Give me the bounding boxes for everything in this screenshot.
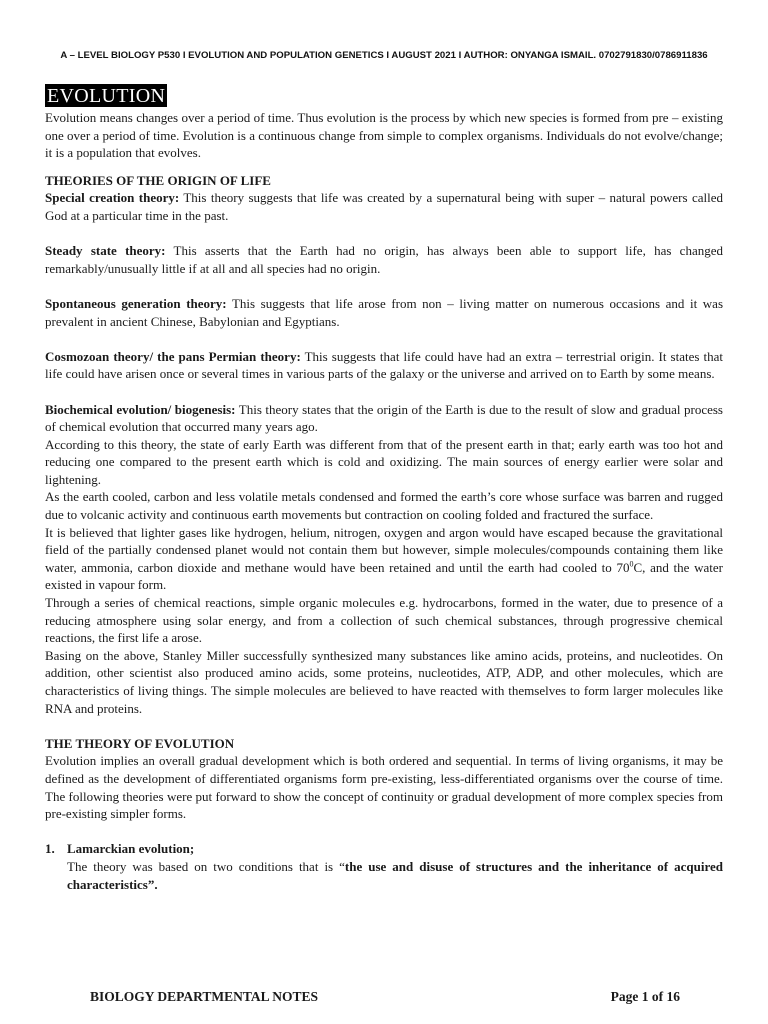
biochemical-p2: As the earth cooled, carbon and less volatile metals condensed and formed the earth’s core whose surface was barren and rugged due to volcanic activity and continuous earth movements but contraction on cooling folded and fractured the surface. bbox=[45, 489, 723, 523]
lamarck-list-item bbox=[45, 840, 723, 858]
biochemical-p5: Basing on the above, Stanley Miller successfully synthesized many substances like amino acids, proteins, and nucleotides. On addition, other scientist also produced amino acids, some proteins, nucleotides, ATP, ADP, and other molecules, which are characteristics of living things. The simple molecules are believed to have reacted with themselves to form larger molecules like RNA and proteins. bbox=[45, 647, 723, 716]
biochemical-p3-text-b: C, and the water existed in vapour form. bbox=[45, 559, 723, 593]
theory-of-evolution-heading: THE THEORY OF EVOLUTION bbox=[45, 735, 235, 751]
steady-state-paragraph bbox=[45, 242, 723, 277]
lamarck-text-a: The theory was based on two conditions that is “ bbox=[67, 858, 345, 874]
biochemical-p4: Through a series of chemical reactions, simple organic molecules e.g. hydrocarbons, formed in the water, due to presence of a reducing atmosphere using solar energy, and from a collection of such chemical substances, through progressive chemical reactions, the first life a arose. bbox=[45, 595, 723, 646]
cosmozoan-paragraph bbox=[45, 348, 723, 383]
steady-state-text: This asserts that the Earth had no origin, has always been able to support life, has changed remarkably/unusually little if at all and all species had no origin. bbox=[45, 243, 723, 276]
theories-heading: THEORIES OF THE ORIGIN OF LIFE bbox=[45, 172, 271, 188]
footer-department: BIOLOGY DEPARTMENTAL NOTES bbox=[90, 989, 319, 1004]
special-creation-paragraph bbox=[45, 189, 723, 224]
spontaneous-label: Spontaneous generation theory: bbox=[45, 295, 227, 311]
biochemical-p3-text-a: It is believed that lighter gases like hydrogen, helium, nitrogen, oxygen and argon would have escaped because the gravitational field of the partially condensed planet would not contain them but however, simple molecules/compounds containing them like water, ammonia, carbon dioxide and methane would have been retained and until the earth had cooled to 70 bbox=[45, 524, 723, 575]
biochemical-p3 bbox=[45, 524, 723, 594]
page-title: EVOLUTION bbox=[47, 85, 166, 107]
document-body bbox=[45, 84, 723, 893]
theory-of-evolution-paragraph: Evolution implies an overall gradual development which is both ordered and sequential. In terms of living organisms, it may be defined as the development of differentiated organisms form pre-existing, less-differentiated organisms over the course of time. The following theories were put forward to show the concept of continuity or gradual development of more complex species from pre-existing simpler forms. bbox=[45, 753, 723, 822]
page-header: A – LEVEL BIOLOGY P530 I EVOLUTION AND POPULATION GENETICS I AUGUST 2021 I AUTHOR: ONYANGA ISMAIL. 0702791830/0786911836 bbox=[60, 50, 708, 61]
cosmozoan-text: This suggests that life could have had an extra – terrestrial origin. It states that life could have arisen once or several times in various parts of the galaxy or the universe and arrived on to Earth by some means. bbox=[45, 348, 723, 382]
lamarck-paragraph bbox=[45, 858, 723, 893]
lamarck-text-bold: the use and disuse of structures and the inheritance of acquired characteristics”. bbox=[67, 858, 723, 892]
list-number: 1. bbox=[45, 841, 55, 857]
special-creation-text: This theory suggests that life was created by a supernatural being with super – natural powers called God at a particular time in the past. bbox=[45, 190, 723, 223]
steady-state-label: Steady state theory: bbox=[45, 243, 166, 259]
biochemical-p1: According to this theory, the state of early Earth was different from that of the present earth in that; early earth was too hot and reducing one compared to the present earth which is cold and oxidizing. The main sources of energy earlier were solar and lightening. bbox=[45, 436, 723, 487]
lamarck-heading: Lamarckian evolution; bbox=[67, 841, 195, 857]
special-creation-label: Special creation theory: bbox=[45, 190, 180, 206]
biochemical-label: Biochemical evolution/ biogenesis: bbox=[45, 401, 236, 417]
spontaneous-text: This suggests that life arose from non – living matter on numerous occasions and it was prevalent in ancient Chinese, Babylonian and Egyptians. bbox=[45, 295, 723, 329]
intro-paragraph: Evolution means changes over a period of time. Thus evolution is the process by which new species is formed from pre – existing one over a period of time. Evolution is a continuous change from simple to complex organisms. Individuals do not evolve/change; it is a population that evolves. bbox=[45, 110, 723, 161]
biochemical-paragraph bbox=[45, 401, 723, 436]
cosmozoan-label: Cosmozoan theory/ the pans Permian theory: bbox=[45, 348, 301, 364]
footer-page-number: Page 1 of 16 bbox=[610, 989, 680, 1004]
spontaneous-paragraph bbox=[45, 295, 723, 330]
biochemical-text: This theory states that the origin of the Earth is due to the result of slow and gradual process of chemical evolution that occurred many years ago. bbox=[45, 401, 723, 435]
degree-superscript: 0 bbox=[629, 559, 634, 569]
